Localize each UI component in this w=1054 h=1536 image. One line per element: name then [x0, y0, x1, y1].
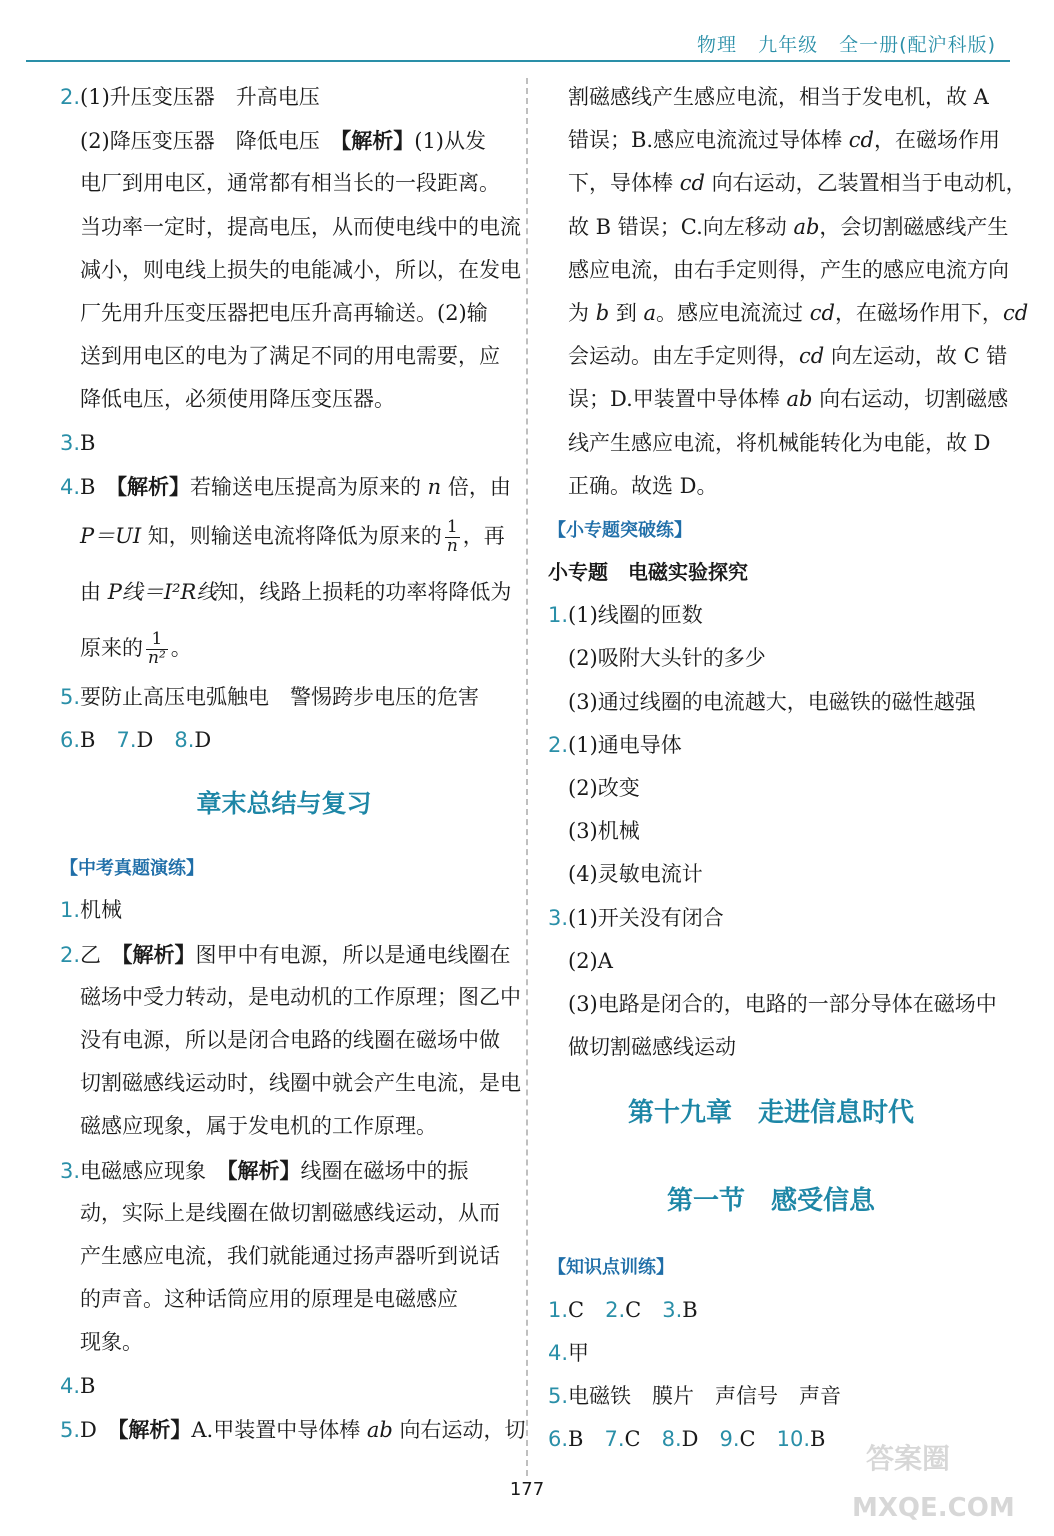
answer-line: (3)通过线圈的电流越大，电磁铁的磁性越强: [568, 689, 976, 714]
answer-text: ，在磁场作用: [874, 128, 1001, 153]
answer-line: 感应电流，由右手定则得，产生的感应电流方向: [568, 257, 1009, 282]
answer-line: 线产生感应电流，将机械能转化为电能，故 D: [568, 430, 991, 455]
answer-text: C: [624, 1427, 662, 1452]
analysis-tag: 【解析】: [340, 128, 415, 154]
answer-line: [60, 933, 511, 976]
answer-text: 倍，由: [441, 474, 511, 499]
question-number: 1.: [60, 898, 81, 923]
left-column: [60, 76, 526, 1451]
answer-text: 错误；B.感应电流流过导体棒: [568, 128, 849, 153]
answer-text: C: [739, 1427, 777, 1452]
answer-text: (2)降压变压器 降低电压: [80, 129, 341, 154]
answer-line: 降低电压，必须使用降压变压器。: [80, 387, 395, 412]
answer-text: 机械: [80, 898, 123, 923]
section-tag-line: [60, 846, 508, 889]
answer-text: 电磁铁 膜片 声信号 声音: [568, 1383, 842, 1408]
question-number: 6.: [60, 728, 81, 753]
answer-text: 。: [170, 635, 192, 660]
answer-line: [60, 620, 508, 676]
answer-text: 向右运动，切割磁感: [812, 387, 1009, 412]
answer-text: ，在磁场作用下，: [834, 300, 1003, 325]
math-var: cd: [1002, 300, 1029, 325]
answer-text: 向右运动，乙装置相当于电动机，: [704, 171, 1027, 196]
section-tag: 【小专题突破练】: [548, 519, 692, 541]
math-var: cd: [848, 128, 875, 153]
answer-line: (2)A: [568, 948, 613, 973]
question-number: 2.: [60, 85, 81, 109]
answer-line: [60, 719, 508, 762]
answer-line: [548, 1375, 994, 1418]
answer-text: A.甲装置中导体棒: [191, 1417, 367, 1442]
answer-line: (3)机械: [568, 819, 640, 844]
section-title: 第一节 感受信息: [666, 1186, 875, 1217]
answer-text: 误；D.甲装置中导体棒: [568, 387, 787, 412]
fraction-denominator: n: [446, 535, 458, 556]
answer-text: (1)开关没有闭合: [568, 905, 724, 930]
answer-line: [60, 76, 508, 119]
answer-line: [548, 119, 1001, 162]
math-var: ab: [786, 387, 813, 412]
answer-text: 知，线路上损耗的功率将降低为: [217, 579, 512, 604]
answer-text: 为: [568, 300, 596, 325]
math-var: ab: [366, 1417, 393, 1442]
answer-text: B: [80, 728, 117, 753]
math-var: b: [595, 300, 610, 325]
answer-text: D: [136, 728, 175, 753]
question-number: 5.: [60, 1417, 81, 1442]
answer-line: 切割磁感线运动时，线圈中就会产生电流，是电: [80, 1071, 521, 1096]
question-number: 2.: [605, 1297, 626, 1322]
answer-text: D: [194, 728, 212, 753]
answer-line: [548, 897, 994, 940]
answer-text: (1)线圈的匝数: [568, 603, 703, 628]
answer-line: [548, 162, 1027, 205]
answer-line: [548, 1332, 994, 1375]
answer-line: 产生感应电流，我们就能通过扬声器听到说话: [80, 1243, 500, 1268]
answer-line: (2)吸附大头针的多少: [568, 646, 766, 671]
answer-text: 故 B 错误；C.向左移动: [568, 214, 794, 239]
answer-line: [548, 1289, 994, 1332]
answer-text: (1)通电导体: [568, 732, 682, 757]
answer-text: 知，则输送电流将降低为原来的: [141, 523, 442, 548]
section-tag: 【中考真题演练】: [60, 858, 204, 880]
answer-text: 下，导体棒: [568, 171, 680, 196]
answer-text: 向右运动，切: [392, 1417, 526, 1442]
answer-line: 割磁感线产生感应电流，相当于发电机，故 A: [568, 85, 989, 109]
math-var: cd: [799, 344, 825, 369]
answer-line: [60, 508, 508, 564]
section-tag: 【知识点训练】: [548, 1257, 674, 1279]
formula: P＝UI: [80, 523, 142, 548]
question-number: 8.: [661, 1427, 682, 1452]
question-number: 2.: [548, 732, 569, 757]
question-number: 7.: [604, 1427, 625, 1452]
answer-line: 做切割磁感线运动: [568, 1035, 736, 1060]
answer-line: 正确。故选 D。: [568, 473, 718, 498]
answer-line: [548, 378, 1009, 421]
analysis-tag: 【解析】: [122, 941, 196, 967]
question-number: 2.: [60, 942, 81, 967]
answer-text: 要防止高压电弧触电 警惕跨步电压的危害: [80, 684, 480, 709]
question-number: 5.: [548, 1383, 569, 1408]
answer-text: 若输送电压提高为原来的: [189, 474, 428, 499]
fraction-numerator: 1: [445, 519, 460, 538]
fraction-denominator: n²: [148, 647, 166, 668]
question-number: 1.: [548, 1297, 569, 1322]
page-number: 177: [509, 1479, 545, 1500]
section-tag-line: [548, 508, 994, 551]
math-var: n: [427, 474, 442, 499]
answer-line: 动，实际上是线圈在做切割磁感线运动，从而: [80, 1200, 500, 1225]
question-number: 1.: [548, 603, 569, 628]
answer-line: 没有电源，所以是闭合电路的线圈在磁场中做: [80, 1028, 500, 1052]
answer-line: [548, 335, 1008, 378]
answer-text: ，会切割磁感线产生: [819, 214, 1009, 239]
answer-text: B: [810, 1427, 826, 1452]
question-number: 4.: [60, 474, 81, 499]
analysis-tag: 【解析】: [116, 473, 190, 499]
answer-line: (2)改变: [568, 776, 640, 800]
question-number: 4.: [60, 1373, 81, 1398]
chapter-title: 第十九章 走进信息时代: [627, 1098, 914, 1129]
question-number: 3.: [60, 430, 81, 455]
answer-line: [548, 724, 994, 767]
answer-text: 甲: [568, 1340, 590, 1365]
answer-text: B: [80, 430, 96, 455]
answer-line: 的声音。这种话筒应用的原理是电磁感应: [80, 1287, 458, 1312]
question-number: 3.: [662, 1297, 683, 1322]
answer-text: 原来的: [80, 635, 143, 660]
question-number: 9.: [719, 1427, 740, 1452]
answer-line: 磁场中受力转动，是电动机的工作原理；图乙中: [80, 984, 521, 1009]
question-number: 7.: [116, 728, 137, 753]
page-header: [683, 30, 996, 57]
answer-line: [60, 465, 511, 508]
topic-title: 小专题 电磁实验探究: [548, 560, 748, 585]
answer-text: 。感应电流流过: [656, 300, 810, 325]
answer-text: 线圈在磁场中的振: [300, 1158, 469, 1183]
formula: P线＝I²R线: [107, 579, 218, 604]
header-book: 全一册(配沪科版): [839, 34, 996, 56]
answer-text: C: [625, 1297, 663, 1322]
answer-text: 向左运动，故 C 错: [824, 344, 1008, 369]
question-number: 10.: [776, 1427, 811, 1452]
answer-text: B: [80, 474, 117, 499]
answer-line: [60, 564, 512, 620]
answer-text: (1)从发: [414, 129, 486, 154]
answer-line: 当功率一定时，提高电压，从而使电线中的电流: [80, 214, 521, 239]
answer-line: 磁感应现象，属于发电机的工作原理。: [80, 1114, 437, 1139]
answer-line: 减小，则电线上损失的电能减小，所以，在发电: [80, 257, 521, 282]
answer-text: ，再: [462, 523, 505, 548]
right-column: [548, 76, 1029, 1461]
fraction: [146, 631, 168, 668]
answer-text: (1)升压变压器 升高电压: [80, 85, 320, 109]
math-var: ab: [793, 214, 820, 239]
answer-line: (4)灵敏电流计: [568, 862, 703, 887]
answer-line: 现象。: [80, 1330, 143, 1355]
math-var: cd: [809, 300, 835, 325]
answer-line: [60, 1408, 526, 1451]
answer-line: [60, 119, 508, 162]
answer-text: 由: [80, 579, 108, 604]
question-number: 6.: [548, 1427, 569, 1452]
answer-text: D: [681, 1427, 720, 1452]
answer-text: 到: [609, 300, 644, 325]
answer-line: [60, 1365, 508, 1408]
answer-text: B: [80, 1373, 96, 1398]
question-number: 5.: [60, 684, 81, 709]
watermark-logo: [846, 1428, 1036, 1528]
answer-line: [548, 206, 1009, 249]
section-tag-line: [548, 1245, 994, 1288]
answer-line: [60, 422, 508, 465]
header-grade: 九年级: [758, 34, 819, 56]
answer-line: (3)电路是闭合的，电路的一部分导体在磁场中: [568, 991, 997, 1016]
answer-text: C: [568, 1297, 606, 1322]
answer-line: [548, 594, 994, 637]
answer-text: B: [682, 1297, 698, 1322]
answer-text: 图甲中有电源，所以是通电线圈在: [195, 942, 511, 967]
fraction-numerator: 1: [146, 631, 168, 650]
answer-text: D: [80, 1417, 118, 1442]
answer-line: [60, 1149, 508, 1192]
answer-line: [60, 889, 508, 932]
header-subject: 物理: [697, 34, 738, 56]
watermark-top: 答案圈: [866, 1442, 951, 1475]
answer-line: 电厂到用电区，通常都有相当长的一段距离。: [80, 171, 500, 196]
analysis-tag: 【解析】: [227, 1157, 301, 1183]
fraction: [445, 519, 460, 556]
question-number: 4.: [548, 1340, 569, 1365]
question-number: 8.: [174, 728, 195, 753]
answer-line: [60, 676, 508, 719]
math-var: a: [643, 300, 657, 325]
answer-line: 送到用电区的电为了满足不同的用电需要，应: [80, 344, 500, 369]
answer-line: [548, 292, 1029, 335]
answer-text: 电磁感应现象: [80, 1158, 228, 1183]
column-divider: [526, 78, 528, 1476]
question-number: 3.: [60, 1158, 81, 1183]
answer-text: 乙: [80, 942, 123, 967]
watermark-bottom: MXQE.COM: [852, 1493, 1015, 1523]
answer-text: B: [568, 1427, 605, 1452]
section-title: 章末总结与复习: [196, 789, 372, 819]
question-number: 3.: [548, 905, 569, 930]
answer-text: 会运动。由左手定则得，: [568, 344, 799, 369]
analysis-tag: 【解析】: [117, 1416, 192, 1442]
answer-line: 厂先用升压变压器把电压升高再输送。(2)输: [80, 300, 488, 325]
header-rule: [26, 60, 1010, 62]
math-var: cd: [679, 171, 705, 196]
